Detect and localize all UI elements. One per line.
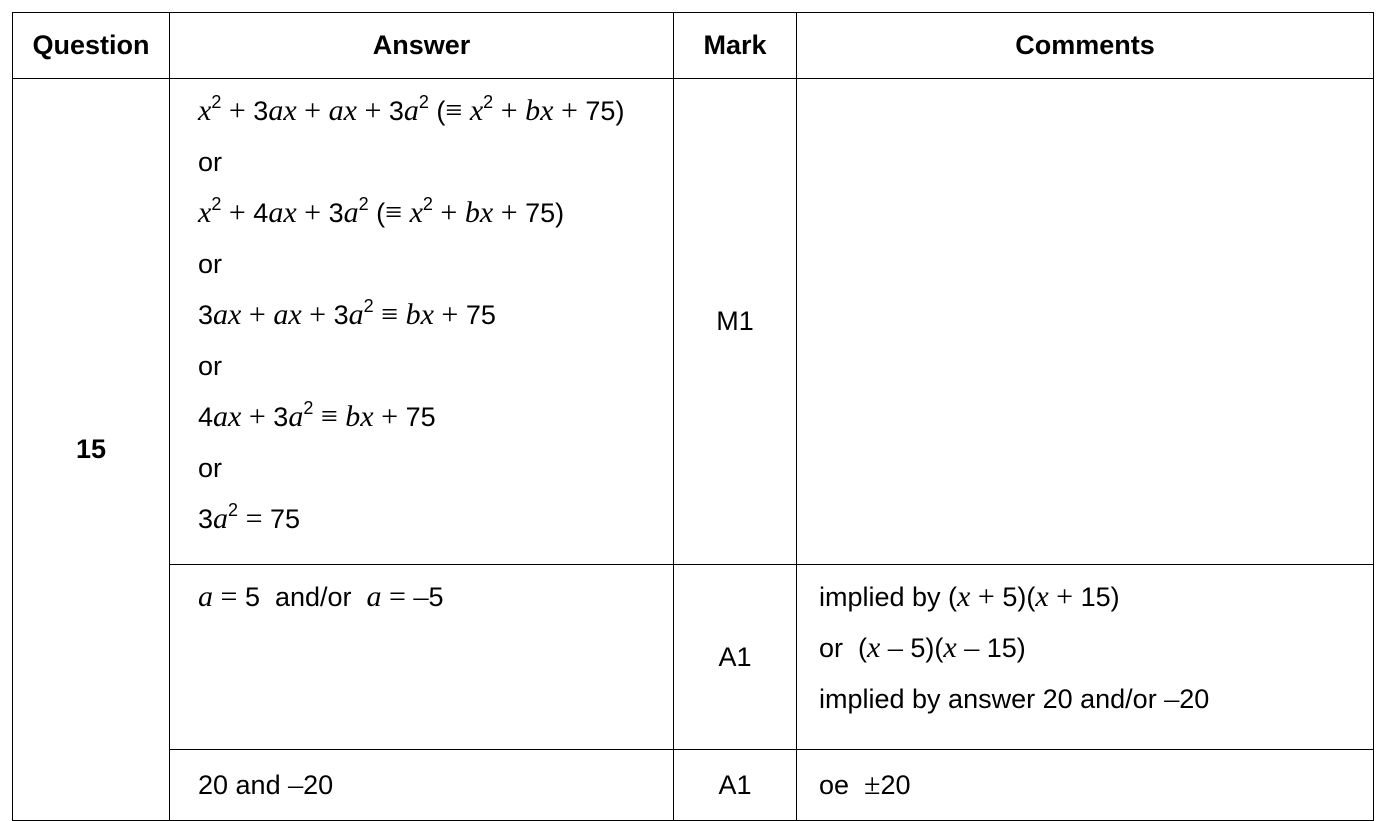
answer-line: or: [198, 453, 223, 483]
answer-line: $x^2 + 3ax$ + ax + $3a^2$ (≡ $x^2$ + bx + 75): [198, 92, 625, 127]
answer-cell: [170, 565, 674, 750]
comments-cell: [797, 565, 1374, 750]
answer-line: a = 5 and/or a = –5: [198, 580, 444, 613]
comments-cell: [797, 79, 1374, 565]
header-comments: Comments: [797, 13, 1374, 79]
mark-cell: A1: [674, 750, 797, 821]
answer-line: $3a^2 = 75$: [198, 500, 301, 535]
header-answer: Answer: [170, 13, 674, 79]
comment-line: or (x – 5)(x – 15): [819, 631, 1026, 664]
mark-scheme-table: [12, 12, 1374, 821]
mark-cell: M1: [674, 79, 797, 565]
comments-cell: [797, 750, 1374, 821]
answer-line: $x^2 + 4ax + 3a^2$ (≡ $x^2$ + bx + 75): [198, 194, 565, 229]
answer-line: 3ax + ax + $3a^2$ ≡ bx + 75: [198, 296, 496, 331]
answer-cell: [170, 79, 674, 565]
comment-line: oe ±20: [819, 768, 911, 801]
table-row: [13, 565, 1374, 750]
comment-line: implied by (x + 5)(x + 15): [819, 580, 1120, 613]
answer-line: or: [198, 249, 223, 279]
question-number: 15: [13, 79, 170, 821]
table-row: [13, 79, 1374, 565]
answer-line: 20 and –20: [198, 768, 334, 801]
answer-line: or: [198, 351, 223, 381]
answer-line: or: [198, 147, 223, 177]
comment-line: implied by answer 20 and/or –20: [819, 682, 1210, 715]
header-mark: Mark: [674, 13, 797, 79]
header-row: [13, 13, 1374, 79]
mark-cell: A1: [674, 565, 797, 750]
table-row: [13, 750, 1374, 821]
answer-cell: [170, 750, 674, 821]
answer-line: $4ax + 3a^2$ ≡ bx + 75: [198, 398, 436, 433]
header-question: Question: [13, 13, 170, 79]
